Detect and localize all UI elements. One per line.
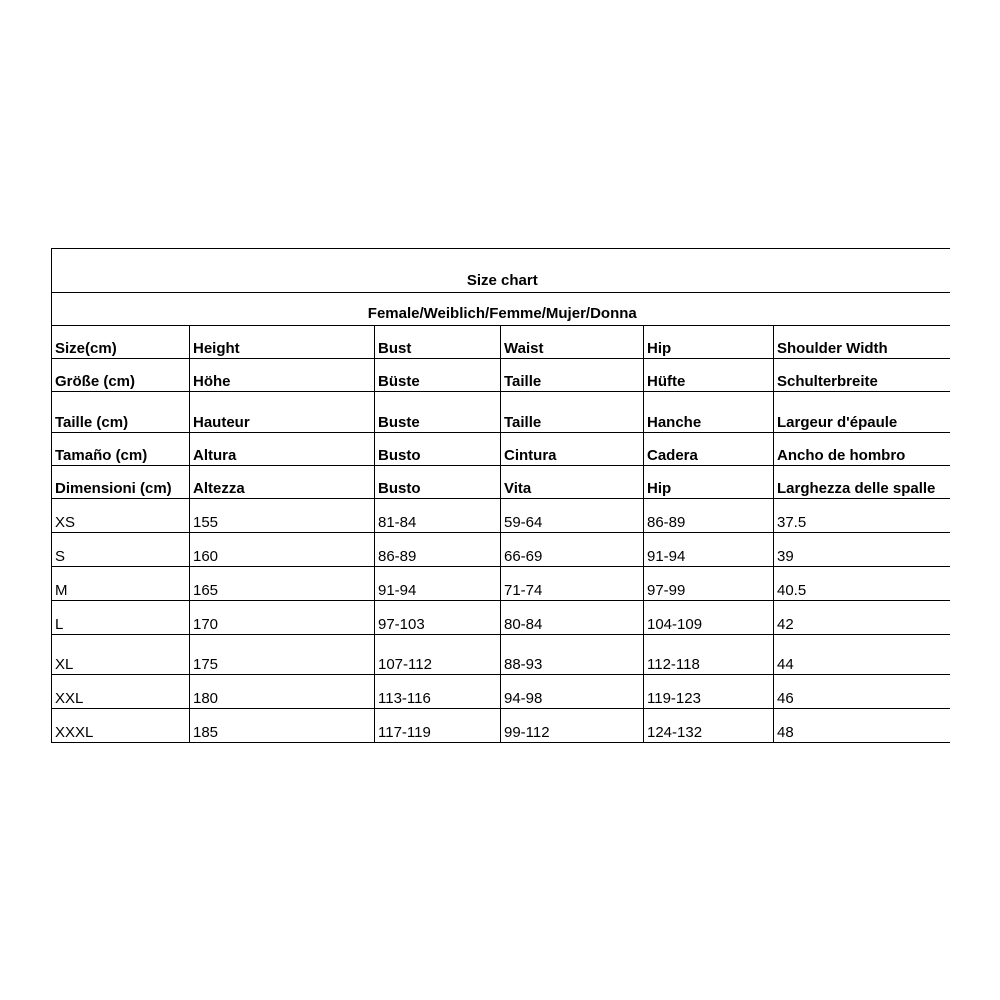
size-cell: XXXL bbox=[52, 709, 190, 743]
waist-cell: 59-64 bbox=[501, 499, 644, 533]
size-cell: M bbox=[52, 567, 190, 601]
waist-cell: 71-74 bbox=[501, 567, 644, 601]
header-cell: Larghezza delle spalle bbox=[774, 466, 950, 499]
header-cell: Tamaño (cm) bbox=[52, 433, 190, 466]
header-row-german bbox=[52, 359, 950, 392]
table-row bbox=[52, 709, 950, 743]
header-cell: Size(cm) bbox=[52, 326, 190, 359]
header-cell: Hip bbox=[644, 326, 774, 359]
height-cell: 180 bbox=[190, 675, 375, 709]
header-cell: Busto bbox=[375, 466, 501, 499]
title-row bbox=[52, 249, 950, 293]
bust-cell: 86-89 bbox=[375, 533, 501, 567]
height-cell: 165 bbox=[190, 567, 375, 601]
size-cell: S bbox=[52, 533, 190, 567]
header-cell: Vita bbox=[501, 466, 644, 499]
header-cell: Bust bbox=[375, 326, 501, 359]
header-cell: Hüfte bbox=[644, 359, 774, 392]
hip-cell: 91-94 bbox=[644, 533, 774, 567]
bust-cell: 117-119 bbox=[375, 709, 501, 743]
shoulder-cell: 40.5 bbox=[774, 567, 950, 601]
table-row bbox=[52, 675, 950, 709]
shoulder-cell: 42 bbox=[774, 601, 950, 635]
size-cell: L bbox=[52, 601, 190, 635]
table-row bbox=[52, 567, 950, 601]
header-cell: Altezza bbox=[190, 466, 375, 499]
header-cell: Hanche bbox=[644, 392, 774, 433]
table-row bbox=[52, 499, 950, 533]
header-cell: Schulterbreite bbox=[774, 359, 950, 392]
waist-cell: 88-93 bbox=[501, 635, 644, 675]
chart-title: Size chart bbox=[52, 249, 950, 293]
chart-subtitle: Female/Weiblich/Femme/Mujer/Donna bbox=[52, 293, 950, 326]
bust-cell: 107-112 bbox=[375, 635, 501, 675]
header-row-french bbox=[52, 392, 950, 433]
header-row-italian bbox=[52, 466, 950, 499]
header-cell: Taille (cm) bbox=[52, 392, 190, 433]
waist-cell: 94-98 bbox=[501, 675, 644, 709]
subtitle-row bbox=[52, 293, 950, 326]
hip-cell: 97-99 bbox=[644, 567, 774, 601]
header-row-spanish bbox=[52, 433, 950, 466]
bust-cell: 97-103 bbox=[375, 601, 501, 635]
header-cell: Taille bbox=[501, 359, 644, 392]
header-cell: Dimensioni (cm) bbox=[52, 466, 190, 499]
header-cell: Buste bbox=[375, 392, 501, 433]
shoulder-cell: 37.5 bbox=[774, 499, 950, 533]
hip-cell: 112-118 bbox=[644, 635, 774, 675]
bust-cell: 113-116 bbox=[375, 675, 501, 709]
size-cell: XL bbox=[52, 635, 190, 675]
header-cell: Taille bbox=[501, 392, 644, 433]
bust-cell: 81-84 bbox=[375, 499, 501, 533]
size-chart-table bbox=[51, 248, 950, 743]
table-row bbox=[52, 635, 950, 675]
hip-cell: 86-89 bbox=[644, 499, 774, 533]
header-cell: Ancho de hombro bbox=[774, 433, 950, 466]
header-cell: Shoulder Width bbox=[774, 326, 950, 359]
waist-cell: 66-69 bbox=[501, 533, 644, 567]
height-cell: 175 bbox=[190, 635, 375, 675]
header-cell: Büste bbox=[375, 359, 501, 392]
header-cell: Größe (cm) bbox=[52, 359, 190, 392]
waist-cell: 99-112 bbox=[501, 709, 644, 743]
header-cell: Hauteur bbox=[190, 392, 375, 433]
header-cell: Waist bbox=[501, 326, 644, 359]
header-row-english bbox=[52, 326, 950, 359]
header-cell: Höhe bbox=[190, 359, 375, 392]
height-cell: 155 bbox=[190, 499, 375, 533]
header-cell: Cadera bbox=[644, 433, 774, 466]
header-cell: Busto bbox=[375, 433, 501, 466]
table-row bbox=[52, 601, 950, 635]
header-cell: Hip bbox=[644, 466, 774, 499]
shoulder-cell: 46 bbox=[774, 675, 950, 709]
header-cell: Largeur d'épaule bbox=[774, 392, 950, 433]
shoulder-cell: 44 bbox=[774, 635, 950, 675]
size-cell: XXL bbox=[52, 675, 190, 709]
size-cell: XS bbox=[52, 499, 190, 533]
shoulder-cell: 48 bbox=[774, 709, 950, 743]
hip-cell: 104-109 bbox=[644, 601, 774, 635]
hip-cell: 119-123 bbox=[644, 675, 774, 709]
waist-cell: 80-84 bbox=[501, 601, 644, 635]
table-row bbox=[52, 533, 950, 567]
bust-cell: 91-94 bbox=[375, 567, 501, 601]
height-cell: 160 bbox=[190, 533, 375, 567]
height-cell: 185 bbox=[190, 709, 375, 743]
header-cell: Altura bbox=[190, 433, 375, 466]
header-cell: Cintura bbox=[501, 433, 644, 466]
header-cell: Height bbox=[190, 326, 375, 359]
hip-cell: 124-132 bbox=[644, 709, 774, 743]
height-cell: 170 bbox=[190, 601, 375, 635]
shoulder-cell: 39 bbox=[774, 533, 950, 567]
